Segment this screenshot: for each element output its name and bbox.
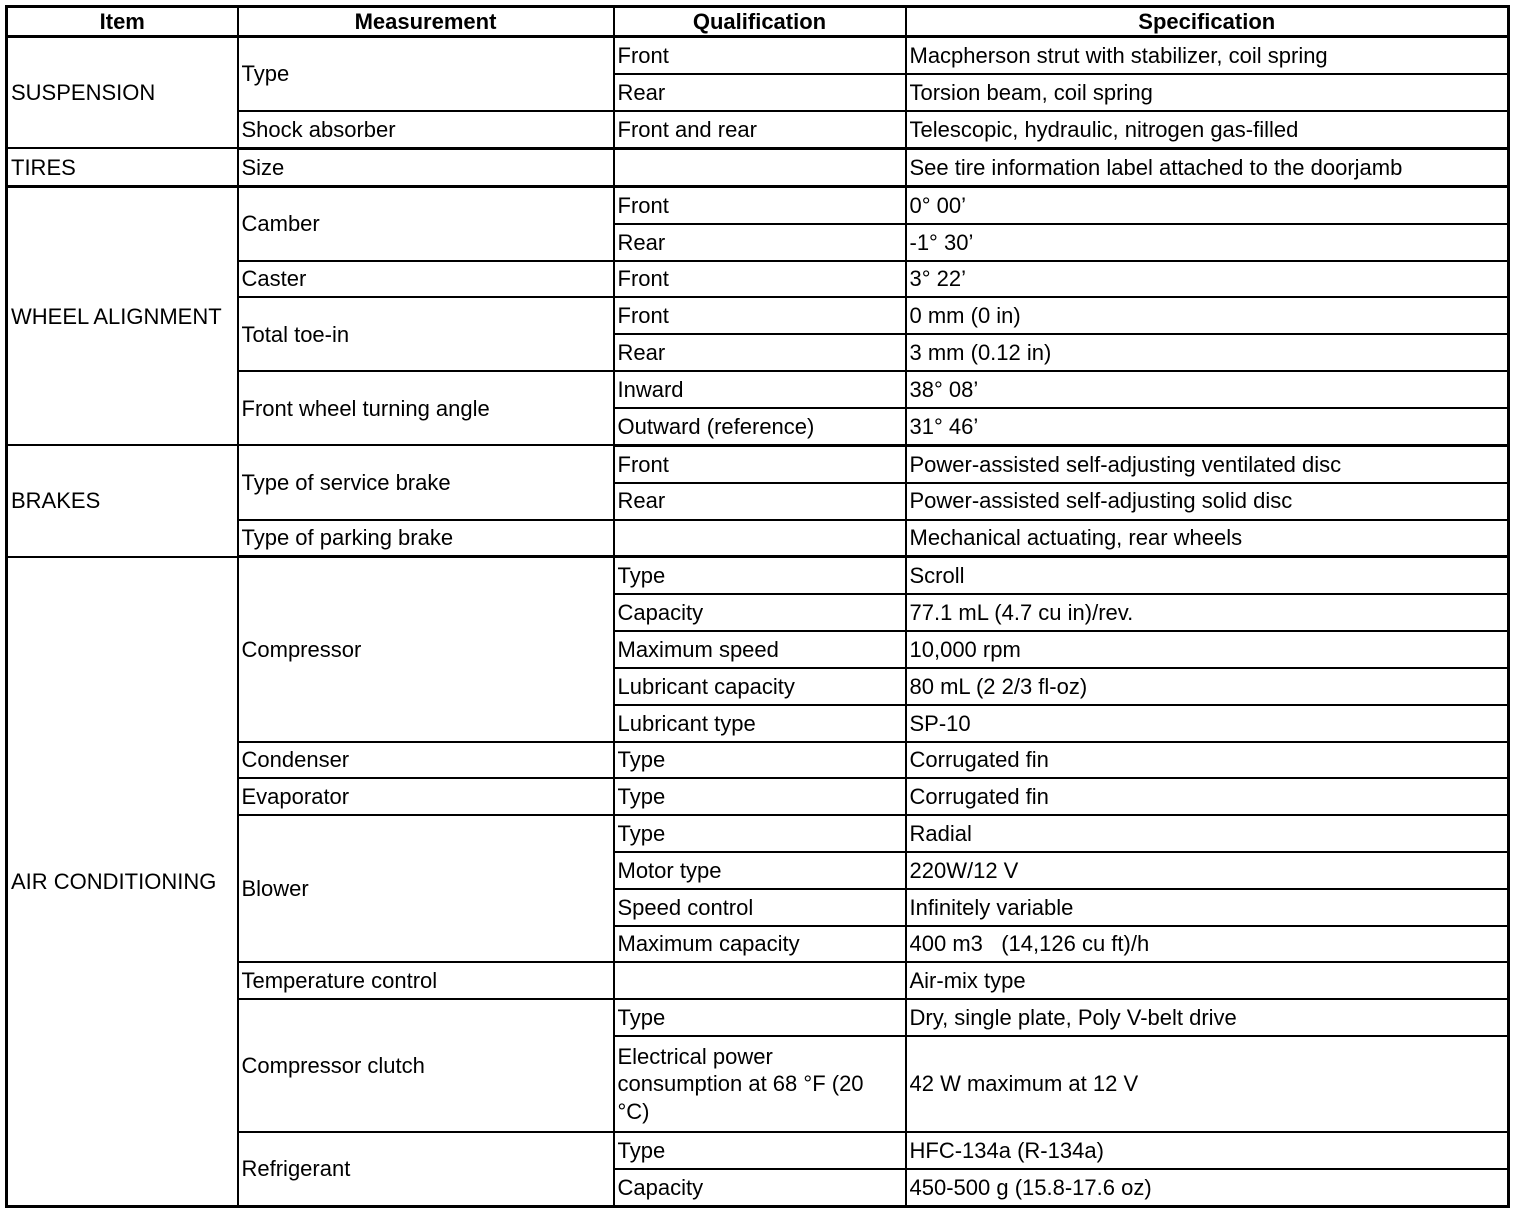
qualification-cell: Type <box>614 1132 906 1169</box>
specification-cell: 0° 00’ <box>906 186 1509 223</box>
table-row <box>7 148 1509 186</box>
qualification-cell: Front <box>614 261 906 298</box>
specification-cell: HFC-134a (R-134a) <box>906 1132 1509 1169</box>
qualification-cell <box>614 520 906 557</box>
header-row <box>7 7 1509 37</box>
qualification-cell: Speed control <box>614 889 906 926</box>
specification-cell: 38° 08’ <box>906 371 1509 408</box>
measurement-cell: Evaporator <box>238 778 614 815</box>
specification-cell: Power-assisted self-adjusting ventilated disc <box>906 445 1509 482</box>
measurement-cell: Compressor clutch <box>238 999 614 1132</box>
specification-cell: Macpherson strut with stabilizer, coil spring <box>906 37 1509 74</box>
qualification-cell: Lubricant type <box>614 705 906 742</box>
measurement-cell: Temperature control <box>238 962 614 999</box>
specification-cell: 0 mm (0 in) <box>906 297 1509 334</box>
specification-cell: 42 W maximum at 12 V <box>906 1036 1509 1132</box>
qualification-cell: Front and rear <box>614 111 906 148</box>
specification-cell: Corrugated fin <box>906 742 1509 779</box>
specification-cell: 3 mm (0.12 in) <box>906 334 1509 371</box>
specification-cell: 450-500 g (15.8-17.6 oz) <box>906 1169 1509 1207</box>
specification-cell: 10,000 rpm <box>906 631 1509 668</box>
qualification-cell: Capacity <box>614 594 906 631</box>
qualification-cell: Front <box>614 37 906 74</box>
qualification-cell: Rear <box>614 334 906 371</box>
table-row <box>7 557 1509 594</box>
qualification-cell: Rear <box>614 74 906 111</box>
qualification-cell: Type <box>614 999 906 1036</box>
measurement-cell: Type of service brake <box>238 445 614 519</box>
item-brakes: BRAKES <box>7 445 238 557</box>
measurement-cell: Blower <box>238 815 614 962</box>
specification-cell: 3° 22’ <box>906 261 1509 298</box>
table-row <box>7 186 1509 223</box>
measurement-cell: Front wheel turning angle <box>238 371 614 445</box>
specification-cell: Mechanical actuating, rear wheels <box>906 520 1509 557</box>
header-item: Item <box>7 7 238 37</box>
measurement-cell: Caster <box>238 261 614 298</box>
specification-cell: 400 m3 (14,126 cu ft)/h <box>906 926 1509 963</box>
item-suspension: SUSPENSION <box>7 37 238 149</box>
qualification-cell: Outward (reference) <box>614 408 906 445</box>
measurement-cell: Total toe-in <box>238 297 614 371</box>
header-specification: Specification <box>906 7 1509 37</box>
table-row <box>7 37 1509 74</box>
qualification-cell: Rear <box>614 483 906 520</box>
header-measurement: Measurement <box>238 7 614 37</box>
qualification-cell: Capacity <box>614 1169 906 1207</box>
qualification-cell: Lubricant capacity <box>614 668 906 705</box>
specification-cell: 77.1 mL (4.7 cu in)/rev. <box>906 594 1509 631</box>
qualification-cell: Maximum speed <box>614 631 906 668</box>
qualification-cell: Rear <box>614 224 906 261</box>
measurement-cell: Camber <box>238 186 614 260</box>
specification-cell: Infinitely variable <box>906 889 1509 926</box>
qualification-cell: Inward <box>614 371 906 408</box>
specification-cell: SP-10 <box>906 705 1509 742</box>
qualification-cell: Motor type <box>614 852 906 889</box>
specification-cell: -1° 30’ <box>906 224 1509 261</box>
specification-cell: Radial <box>906 815 1509 852</box>
qualification-cell: Electrical power consumption at 68 °F (20 °C) <box>614 1036 906 1132</box>
measurement-cell: Refrigerant <box>238 1132 614 1207</box>
item-wheel-alignment: WHEEL ALIGNMENT <box>7 186 238 445</box>
measurement-cell: Shock absorber <box>238 111 614 148</box>
specification-cell: Air-mix type <box>906 962 1509 999</box>
item-tires: TIRES <box>7 148 238 186</box>
specification-cell: Scroll <box>906 557 1509 594</box>
qualification-cell: Front <box>614 445 906 482</box>
specification-cell: Torsion beam, coil spring <box>906 74 1509 111</box>
specification-cell: 31° 46’ <box>906 408 1509 445</box>
qualification-cell <box>614 148 906 186</box>
measurement-cell: Size <box>238 148 614 186</box>
specification-cell: Power-assisted self-adjusting solid disc <box>906 483 1509 520</box>
specification-cell: Telescopic, hydraulic, nitrogen gas-filled <box>906 111 1509 148</box>
specification-cell: Corrugated fin <box>906 778 1509 815</box>
measurement-cell: Type <box>238 37 614 111</box>
qualification-cell: Type <box>614 778 906 815</box>
measurement-cell: Condenser <box>238 742 614 779</box>
qualification-cell: Type <box>614 742 906 779</box>
qualification-cell: Type <box>614 815 906 852</box>
specifications-table <box>5 5 1510 1208</box>
specification-cell: 220W/12 V <box>906 852 1509 889</box>
specification-cell: Dry, single plate, Poly V-belt drive <box>906 999 1509 1036</box>
table-row <box>7 445 1509 482</box>
qualification-cell <box>614 962 906 999</box>
qualification-cell: Type <box>614 557 906 594</box>
qualification-cell: Maximum capacity <box>614 926 906 963</box>
measurement-cell: Type of parking brake <box>238 520 614 557</box>
qualification-cell: Front <box>614 297 906 334</box>
qualification-cell: Front <box>614 186 906 223</box>
specification-cell: 80 mL (2 2/3 fl-oz) <box>906 668 1509 705</box>
specification-cell: See tire information label attached to the doorjamb <box>906 148 1509 186</box>
item-air-conditioning: AIR CONDITIONING <box>7 557 238 1207</box>
header-qualification: Qualification <box>614 7 906 37</box>
measurement-cell: Compressor <box>238 557 614 742</box>
